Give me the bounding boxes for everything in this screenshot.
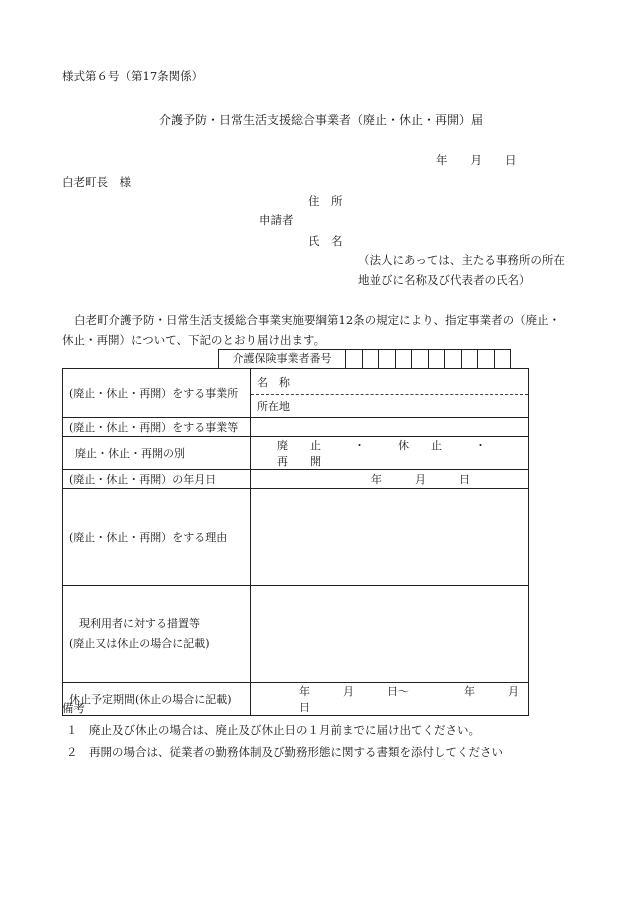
provider-number-box[interactable]	[478, 349, 495, 369]
office-address-field[interactable]	[251, 395, 529, 418]
measures-label-line2: (廃止又は休止の場合に記載)	[69, 637, 210, 650]
date-label: (廃止・休止・再開）の年月日	[63, 470, 251, 489]
reason-field[interactable]	[251, 489, 529, 586]
date-field[interactable]: 年 月 日	[251, 470, 529, 489]
applicant-name-label: 氏 名	[308, 234, 343, 248]
provider-number-box[interactable]	[495, 349, 512, 369]
applicant-label: 申請者	[259, 213, 294, 227]
provider-number-row	[218, 349, 511, 369]
form-title: 介護予防・日常生活支援総合事業者（廃止・休止・再開）届	[159, 113, 484, 127]
measures-label-line1: 現利用者に対する措置等	[79, 617, 200, 630]
provider-number-box[interactable]	[462, 349, 479, 369]
office-name-field[interactable]	[251, 369, 529, 395]
notification-table	[62, 368, 552, 716]
measures-field[interactable]	[251, 586, 529, 683]
remarks-note-1: １ 廃止及び休止の場合は、廃止及び休止日の１月前までに届け出てください。	[66, 723, 480, 737]
business-field[interactable]	[251, 418, 529, 437]
business-label: (廃止・休止・再開）をする事業等	[63, 418, 251, 437]
provider-number-label: 介護保険事業者番号	[218, 349, 346, 369]
applicant-note-1: （法人にあっては、主たる事務所の所在	[358, 253, 565, 267]
applicant-address-label: 住 所	[308, 194, 343, 208]
provider-number-box[interactable]	[379, 349, 396, 369]
provider-number-box[interactable]	[396, 349, 413, 369]
addressee: 白老町長 様	[62, 175, 131, 189]
form-id: 様式第６号（第17条関係）	[62, 69, 204, 83]
body-text-2: 休止・再開）について、下記のとおり届け出ます。	[62, 333, 326, 347]
remarks-note-2: ２ 再開の場合は、従業者の勤務体制及び勤務形態に関する書類を添付してください	[66, 745, 503, 759]
period-label: 休止予定期間(休止の場合に記載)	[63, 683, 251, 716]
type-label: 廃止・休止・再開の別	[63, 437, 251, 470]
provider-number-box[interactable]	[412, 349, 429, 369]
provider-number-box[interactable]	[363, 349, 380, 369]
remarks-title: 備考	[62, 701, 85, 715]
office-address-label: 所在地	[257, 400, 290, 413]
body-text-1: 白老町介護予防・日常生活支援総合事業実施要綱第12条の規定により、指定事業者の（廃止・	[74, 313, 561, 327]
measures-label	[63, 586, 251, 683]
date-line: 年 月 日	[436, 153, 517, 167]
provider-number-box[interactable]	[346, 349, 363, 369]
applicant-note-2: 地並びに名称及び代表者の氏名）	[358, 273, 531, 287]
type-options[interactable]: 廃 止 ・ 休 止 ・ 再 開	[251, 437, 529, 470]
provider-number-box[interactable]	[429, 349, 446, 369]
reason-label: (廃止・休止・再開）をする理由	[63, 489, 251, 586]
period-field[interactable]: 年 月 日～ 年 月 日	[251, 683, 529, 716]
office-name-label: 名 称	[257, 375, 290, 389]
provider-number-box[interactable]	[445, 349, 462, 369]
office-label: (廃止・休止・再開）をする事業所	[63, 369, 251, 418]
